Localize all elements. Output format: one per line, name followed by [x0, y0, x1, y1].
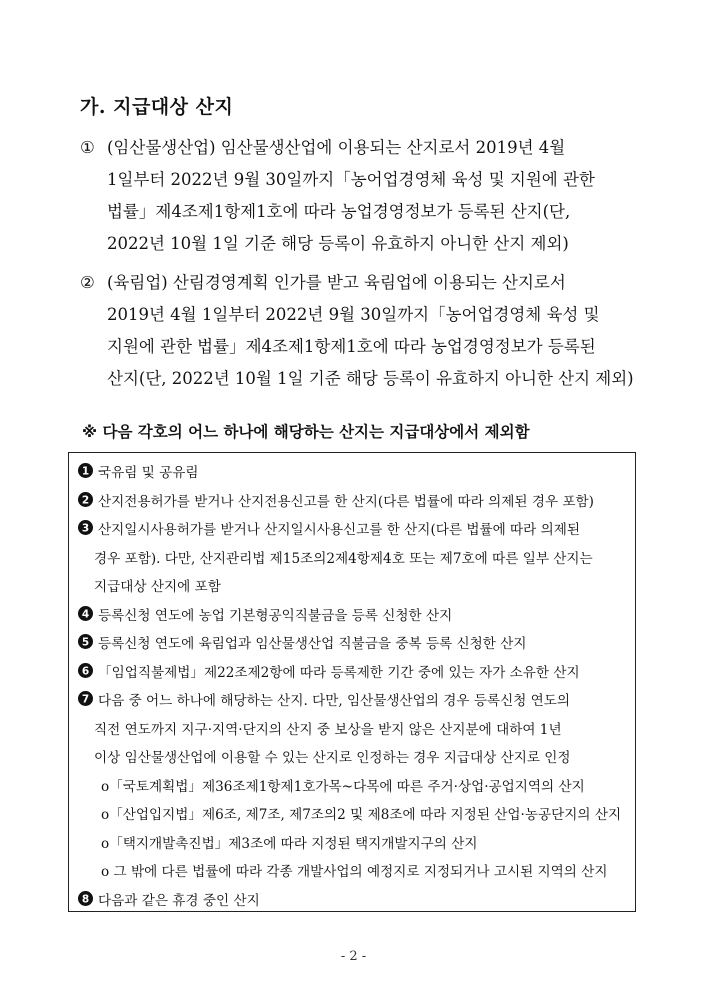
- exclusion-text-cont: 경우 포함). 다만, 산지관리법 제15조의2제4항제4호 또는 제7호에 따른 일부 산지는: [94, 550, 593, 567]
- section-heading: 가. 지급대상 산지: [80, 96, 234, 118]
- exclusion-text: 등록신청 연도에 농업 기본형공익직불금을 등록 신청한 산지: [98, 607, 453, 624]
- exclusion-note: ※ 다음 각호의 어느 하나에 해당하는 산지는 지급대상에서 제외함: [82, 423, 530, 441]
- exclusion-item-5: [77, 630, 627, 659]
- exclusion-item-7: [77, 687, 627, 773]
- sub-item: o 그 밖에 다른 법률에 따라 각종 개발사업의 예정지로 지정되거나 고시된 지역의 산지: [101, 864, 608, 880]
- exclusion-text-cont: 지급대상 산지에 포함: [94, 579, 221, 595]
- badge-number: 5: [81, 636, 90, 649]
- exclusion-box: [68, 452, 636, 912]
- sub-item: o「국토계획법」제36조제1항제1호가목~다목에 따른 주거·상업·공업지역의 산지: [101, 778, 585, 795]
- exclusion-item-6: [77, 659, 627, 688]
- item-line: 1일부터 2022년 9월 30일까지「농어업경영체 육성 및 지원에 관한: [107, 170, 595, 189]
- badge-number: 1: [81, 465, 90, 478]
- badge-number: 2: [81, 493, 90, 506]
- number-badge-icon: [77, 605, 94, 622]
- badge-number: 8: [81, 892, 90, 905]
- exclusion-text: 등록신청 연도에 육림업과 임산물생산업 직불금을 중복 등록 신청한 산지: [98, 636, 527, 652]
- badge-number: 7: [81, 693, 90, 706]
- badge-number: 4: [81, 607, 90, 620]
- exclusion-text: 산지일시사용허가를 받거나 산지일시사용신고를 한 산지(다른 법률에 따라 의제된: [98, 522, 581, 538]
- exclusion-text: 다음 중 어느 하나에 해당하는 산지. 다만, 임산물생산업의 경우 등록신청 연도의: [98, 693, 571, 709]
- number-badge-icon: [77, 662, 94, 679]
- exclusion-text: 「임업직불제법」제22조제2항에 따라 등록제한 기간 중에 있는 자가 소유한 산지: [98, 664, 580, 681]
- item-line: 법률」제4조제1항제1호에 따라 농업경영정보가 등록된 산지(단,: [107, 202, 571, 221]
- item-line: (임산물생산업) 임산물생산업에 이용되는 산지로서 2019년 4월: [107, 138, 566, 157]
- item-line: 지원에 관한 법률」제4조제1항제1호에 따라 농업경영정보가 등록된: [107, 337, 596, 356]
- exclusion-item-3: [77, 516, 627, 602]
- exclusion-item-2: [77, 488, 627, 517]
- criteria-item-2: [80, 267, 640, 395]
- number-badge-icon: [77, 491, 94, 508]
- exclusion-text: 산지전용허가를 받거나 산지전용신고를 한 산지(다른 법률에 따라 의제된 경우 포함): [98, 493, 594, 510]
- exclusion-item-1: [77, 459, 627, 488]
- item-number: ②: [80, 273, 95, 292]
- badge-number: 3: [81, 522, 90, 535]
- item-line: 산지(단, 2022년 10월 1일 기준 해당 등록이 유효하지 아니한 산지 제외): [107, 369, 634, 388]
- sub-item: o「택지개발촉진법」제3조에 따라 지정된 택지개발지구의 산지: [101, 835, 478, 852]
- item-line: 2022년 10월 1일 기준 해당 등록이 유효하지 아니한 산지 제외): [107, 234, 569, 253]
- item-number: ①: [80, 138, 95, 157]
- exclusion-text: 다음과 같은 휴경 중인 산지: [98, 892, 260, 909]
- number-badge-icon: [77, 462, 94, 479]
- number-badge-icon: [77, 890, 94, 907]
- exclusion-text-cont: 직전 연도까지 지구·지역·단지의 산지 중 보상을 받지 않은 산지분에 대하여 1년: [94, 721, 562, 738]
- item-line: (육림업) 산림경영계획 인가를 받고 육림업에 이용되는 산지로서: [107, 273, 566, 292]
- exclusion-item-4: [77, 602, 627, 631]
- number-badge-icon: [77, 690, 94, 707]
- page-number: - 2 -: [340, 949, 367, 964]
- exclusion-text-cont: 이상 임산물생산업에 이용할 수 있는 산지로 인정하는 경우 지급대상 산지로 인정: [94, 750, 571, 766]
- number-badge-icon: [77, 633, 94, 650]
- badge-number: 6: [81, 664, 90, 677]
- sub-item: o「산업입지법」제6조, 제7조, 제7조의2 및 제8조에 따라 지정된 산업·농공단지의 산지: [101, 807, 622, 823]
- exclusion-item-8: [77, 887, 627, 916]
- exclusion-text: 국유림 및 공유림: [98, 465, 199, 481]
- number-badge-icon: [77, 519, 94, 536]
- criteria-item-1: [80, 132, 640, 260]
- item-line: 2019년 4월 1일부터 2022년 9월 30일까지「농어업경영체 육성 및: [107, 305, 600, 324]
